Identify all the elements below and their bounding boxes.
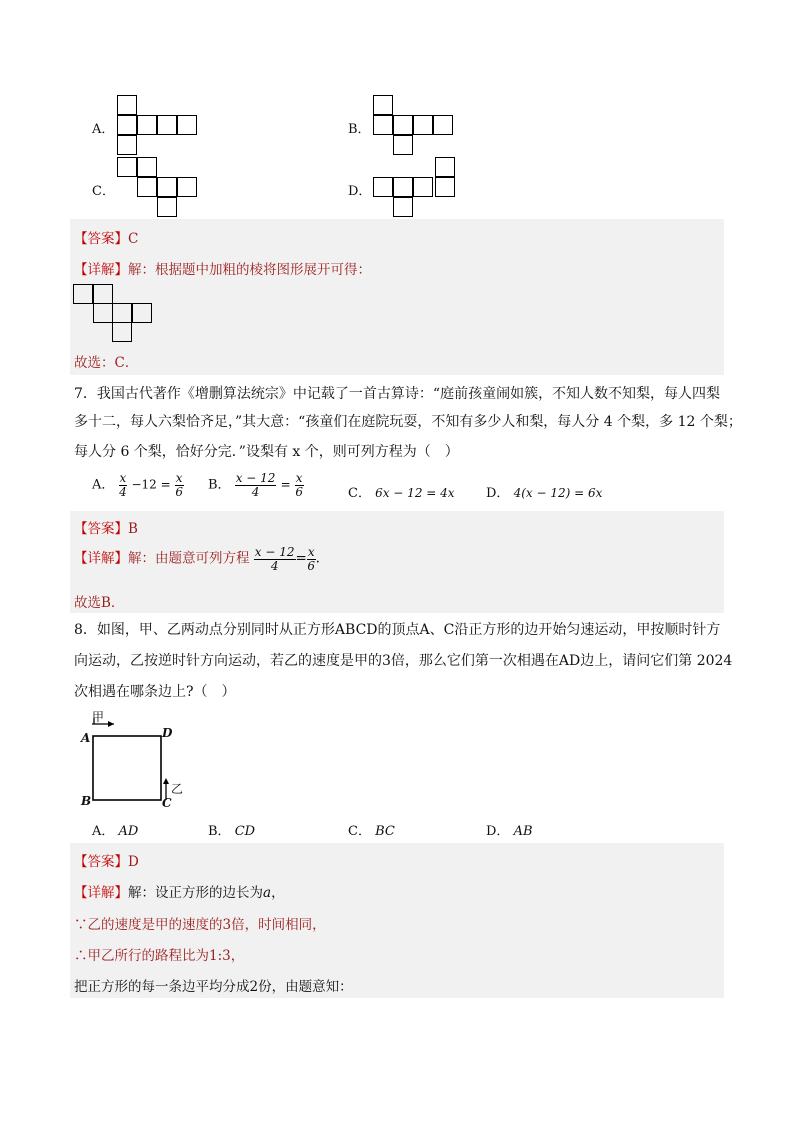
detail-end: .	[315, 550, 320, 567]
answer-value: B	[128, 521, 138, 537]
q6-answer-block	[70, 219, 724, 375]
q7-option-d	[486, 482, 602, 501]
option-label: C．	[348, 486, 371, 501]
frac-den: 6	[175, 484, 183, 499]
frac-den: 4	[251, 484, 260, 499]
yi-arrowhead	[163, 778, 169, 784]
answer-value: C	[128, 231, 139, 247]
q8-option-a	[92, 820, 138, 839]
vertex-a: A	[81, 731, 91, 745]
q6-option-a-label: A．	[92, 122, 115, 137]
q7-option-a	[92, 472, 184, 498]
q8-line-1: 8．如图，甲、乙两动点分别同时从正方形ABCD的顶点A、C沿正方形的边开始匀速运动，甲按顺时针方	[74, 622, 721, 638]
option-expr: 4(x − 12) = 6x	[513, 486, 603, 500]
q6-option-c-label: C．	[92, 184, 115, 199]
expr-mid: =	[280, 477, 291, 492]
detail-text: 解：由题意可列方程	[128, 550, 250, 567]
frac-num: x	[175, 471, 183, 485]
q7-line-3: 每人分 6 个梨，恰好分完．”设梨有 x 个，则可列方程为（ ）	[74, 444, 459, 460]
answer-tag: 【答案】	[74, 854, 128, 870]
frac-den: 6	[295, 484, 303, 499]
frac-den: 4	[119, 484, 127, 499]
detail-comma: ，	[271, 885, 285, 901]
detail-text: 解：设正方形的边长为	[128, 885, 263, 901]
q8-step-1: ∵乙的速度是甲的速度的3倍，时间相同，	[74, 917, 326, 933]
option-label: D．	[486, 486, 510, 501]
frac-den: 6	[307, 558, 316, 573]
vertex-b: B	[81, 794, 92, 808]
label-yi: 乙	[171, 782, 184, 796]
detail-tag: 【详解】	[74, 885, 128, 901]
option-expr: 6x − 12 = 4x	[375, 486, 455, 500]
option-label: D．	[486, 824, 510, 839]
q8-step-3: 把正方形的每一条边平均分成2份，由题意知：	[74, 979, 353, 995]
option-value: AB	[513, 824, 533, 839]
q8-step-2: ∴甲乙所行的路程比为1:3，	[74, 948, 245, 964]
q6-option-d-label: D．	[348, 184, 372, 199]
q6-detail	[74, 258, 371, 278]
option-value: AD	[118, 824, 139, 839]
q7-detail	[74, 546, 320, 572]
option-label: B．	[208, 824, 231, 839]
q8-line-2: 向运动，乙按逆时针方向运动，若乙的速度是甲的3倍，那么它们第一次相遇在AD边上，请问它们第 2024	[74, 653, 733, 669]
detail-tag: 【详解】	[74, 550, 128, 567]
q7-option-c	[348, 482, 455, 501]
q7-conclusion: 故选B．	[74, 595, 125, 611]
option-label: C．	[348, 824, 371, 839]
q8-option-d	[486, 820, 533, 839]
option-label: A．	[92, 824, 115, 839]
option-value: CD	[234, 824, 256, 839]
q6-conclusion: 故选：C．	[74, 355, 139, 371]
square-abcd	[93, 736, 161, 800]
answer-tag: 【答案】	[74, 521, 128, 537]
q8-line-3: 次相遇在哪条边上?（ ）	[74, 684, 236, 700]
q7-option-b	[208, 472, 304, 498]
q8-answer	[74, 850, 139, 870]
option-label: A．	[92, 477, 115, 493]
detail-text: 解：根据题中加粗的棱将图形展开可得：	[128, 262, 371, 278]
answer-value: D	[128, 854, 139, 870]
jia-arrowhead	[108, 721, 114, 727]
vertex-d: D	[162, 726, 173, 740]
frac-num: x − 12	[254, 545, 295, 559]
option-label: B．	[208, 477, 231, 493]
vertex-c: C	[162, 796, 172, 810]
detail-tag: 【详解】	[74, 262, 128, 278]
expr-mid: −12 =	[131, 477, 171, 492]
frac-num: x − 12	[235, 471, 276, 485]
q7-line-1: 7．我国古代著作《增删算法统宗》中记载了一首古算诗：“庭前孩童闹如簇，不知人数不知梨，每人四梨	[74, 386, 721, 402]
label-jia: 甲	[92, 710, 105, 724]
q6-option-b-label: B．	[348, 122, 371, 137]
q7-line-2: 多十二，每人六梨恰齐足，”其大意：“孩童们在庭院玩耍，不知有多少人和梨，每人分 4 个梨，多 12 个梨；	[74, 414, 742, 430]
q8-option-c	[348, 820, 395, 839]
expr-eq: =	[295, 550, 307, 567]
q7-answer	[74, 517, 138, 537]
q8-option-b	[208, 820, 255, 839]
detail-var: a	[263, 885, 272, 901]
q8-detail	[74, 881, 285, 901]
answer-tag: 【答案】	[74, 231, 128, 247]
frac-num: x	[307, 545, 315, 559]
frac-num: x	[295, 471, 303, 485]
frac-den: 4	[270, 558, 279, 573]
option-value: BC	[375, 824, 395, 839]
q6-answer	[74, 227, 138, 247]
frac-num: x	[119, 471, 127, 485]
q8-square-figure	[78, 712, 188, 812]
